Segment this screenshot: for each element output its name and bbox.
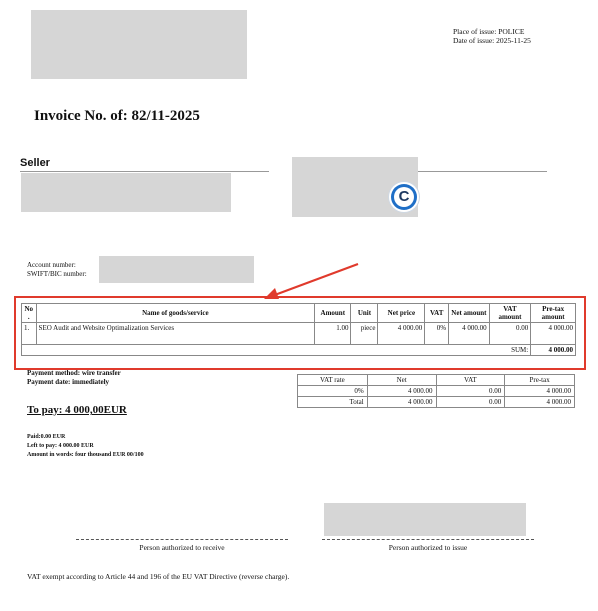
vat-total-net: 4 000.00 (367, 397, 436, 408)
account-labels (27, 261, 87, 279)
seller-divider (20, 171, 269, 172)
payment-info (27, 369, 121, 387)
vat-total-label: Total (298, 397, 368, 408)
issue-info (453, 27, 531, 45)
invoice-title: Invoice No. of: 82/11-2025 (34, 108, 200, 124)
vat-header-vat: VAT (436, 375, 505, 386)
header-net-price: Net price (378, 304, 425, 323)
row-net-price: 4 000.00 (378, 323, 425, 345)
receive-signature-line (76, 539, 288, 540)
sum-value: 4 000.00 (531, 345, 576, 356)
paid-amount: Paid:0.00 EUR (27, 434, 66, 440)
redacted-account-details (99, 256, 254, 283)
copyright-circle-icon (391, 184, 417, 210)
vat-header-row (298, 375, 575, 386)
vat-row-rate: 0% (298, 386, 368, 397)
header-name: Name of goods/service (36, 304, 315, 323)
row-vat-amount: 0.00 (489, 323, 531, 345)
header-unit: Unit (351, 304, 378, 323)
highlight-box (14, 296, 586, 370)
vat-summary-container (297, 374, 575, 408)
payment-date: Payment date: immediately (27, 378, 110, 386)
sum-label: SUM: (22, 345, 531, 356)
row-amount: 1.00 (315, 323, 351, 345)
vat-row-pretax: 4 000.00 (505, 386, 575, 397)
row-name: SEO Audit and Website Optimalization Services (36, 323, 315, 345)
row-pretax-amount: 4 000.00 (531, 323, 576, 345)
table-row (298, 386, 575, 397)
seller-heading: Seller (20, 157, 50, 169)
table-row (298, 397, 575, 408)
left-to-pay: Left to pay: 4 000.00 EUR (27, 443, 94, 449)
issue-signature-line (322, 539, 534, 540)
vat-row-net: 4 000.00 (367, 386, 436, 397)
header-vat: VAT (425, 304, 449, 323)
vat-total-vat: 0.00 (436, 397, 505, 408)
header-amount: Amount (315, 304, 351, 323)
row-unit: piece (351, 323, 378, 345)
payment-method: Payment method: wire transfer (27, 369, 121, 377)
issue-signature-label: Person authorized to issue (388, 543, 468, 552)
redacted-company-logo (31, 10, 247, 79)
vat-total-pretax: 4 000.00 (505, 397, 575, 408)
redacted-seller-details (21, 173, 231, 212)
redacted-signature (324, 503, 526, 536)
vat-header-pretax: Pre-tax (505, 375, 575, 386)
vat-exempt-note: VAT exempt according to Article 44 and 196 of the EU VAT Directive (reverse charge). (27, 572, 290, 581)
header-pretax-amount: Pre-tax amount (531, 304, 576, 323)
amount-in-words: Amount in words: four thousand EUR 00/100 (27, 452, 144, 458)
totals-info (27, 433, 144, 460)
header-no: No . (22, 304, 37, 323)
vat-row-vat: 0.00 (436, 386, 505, 397)
header-vat-amount: VAT amount (489, 304, 531, 323)
date-of-issue: Date of issue: 2025-11-25 (453, 36, 531, 45)
vat-header-net: Net (367, 375, 436, 386)
row-vat: 0% (425, 323, 449, 345)
vat-header-rate: VAT rate (298, 375, 368, 386)
to-pay-total: To pay: 4 000,00EUR (27, 404, 127, 416)
swift-bic-label: SWIFT/BIC number: (27, 270, 87, 278)
copyright-glyph: C (394, 187, 414, 207)
row-no: 1. (22, 323, 37, 345)
receive-signature-label: Person authorized to receive (139, 543, 225, 552)
account-number-label: Account number: (27, 261, 76, 269)
vat-summary-table (297, 374, 575, 408)
place-of-issue: Place of issue: POLICE (453, 27, 525, 36)
header-net-amount: Net amount (449, 304, 490, 323)
row-net-amount: 4 000.00 (449, 323, 490, 345)
